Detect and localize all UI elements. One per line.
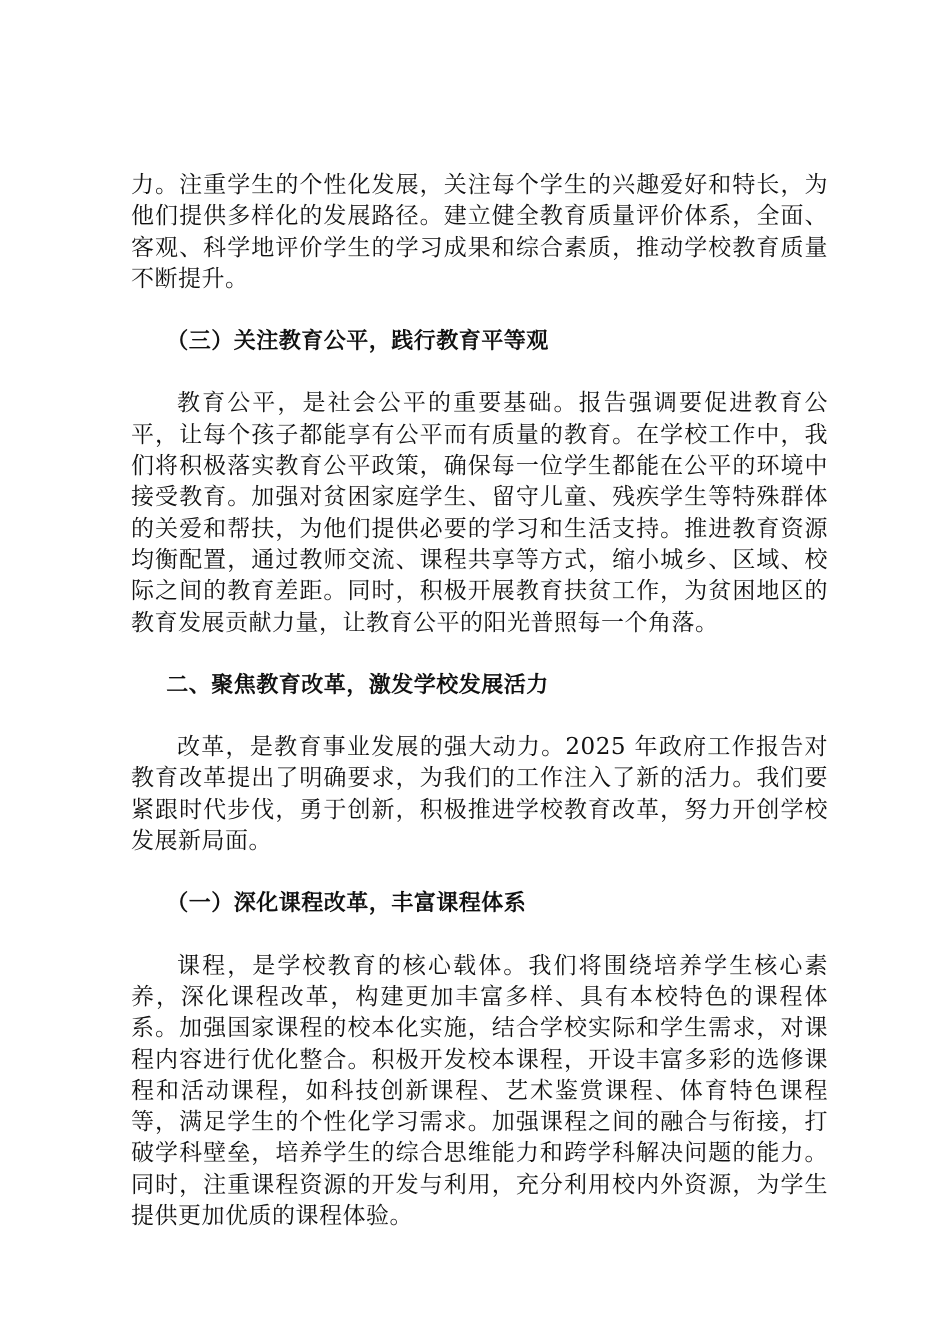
- paragraph-continued: 力。注重学生的个性化发展，关注每个学生的兴趣爱好和特长，为他们提供多样化的发展路径。建立健全教育质量评价体系，全面、客观、科学地评价学生的学习成果和综合素质，推动学校教育质量不断提升。: [131, 172, 828, 292]
- section-heading-3: （三）关注教育公平，践行教育平等观: [166, 329, 549, 355]
- spacer: [131, 920, 828, 951]
- chapter-heading-2: 二、聚焦教育改革，激发学校发展活力: [166, 672, 549, 698]
- paragraph-curriculum: 课程，是学校教育的核心载体。我们将围绕培养学生核心素养，深化课程改革，构建更加丰富多样、具有本校特色的课程体系。加强国家课程的校本化实施，结合学校实际和学生需求，对课程内容进行优化整合。积极开发校本课程，开设丰富多彩的选修课程和活动课程，如科技创新课程、艺术鉴赏课程、体育特色课程等，满足学生的个性化学习需求。加强课程之间的融合与衔接，打破学科壁垒，培养学生的综合思维能力和跨学科解决问题的能力。同时，注重课程资源的开发与利用，充分利用校内外资源，为学生提供更加优质的课程体验。: [131, 952, 828, 1230]
- spacer: [131, 857, 828, 888]
- paragraph-education-equity: 教育公平，是社会公平的重要基础。报告强调要促进教育公平，让每个孩子都能享有公平而有质量的教育。在学校工作中，我们将积极落实教育公平政策，确保每一位学生都能在公平的环境中接受教育。加强对贫困家庭学生、留守儿童、残疾学生等特殊群体的关爱和帮扶，为他们提供必要的学习和生活支持。推进教育资源均衡配置，通过教师交流、课程共享等方式，缩小城乡、区域、校际之间的教育差距。同时，积极开展教育扶贫工作，为贫困地区的教育发展贡献力量，让教育公平的阳光普照每一个角落。: [131, 390, 828, 636]
- document-page: [131, 170, 828, 1232]
- spacer: [131, 357, 828, 388]
- spacer: [131, 701, 828, 732]
- spacer: [131, 639, 828, 670]
- spacer: [131, 295, 828, 326]
- paragraph-reform: 改革，是教育事业发展的强大动力。2025 年政府工作报告对教育改革提出了明确要求，为我们的工作注入了新的活力。我们要紧跟时代步伐，勇于创新，积极推进学校教育改革，努力开创学校发展新局面。: [131, 734, 828, 855]
- section-heading-1: （一）深化课程改革，丰富课程体系: [166, 891, 527, 917]
